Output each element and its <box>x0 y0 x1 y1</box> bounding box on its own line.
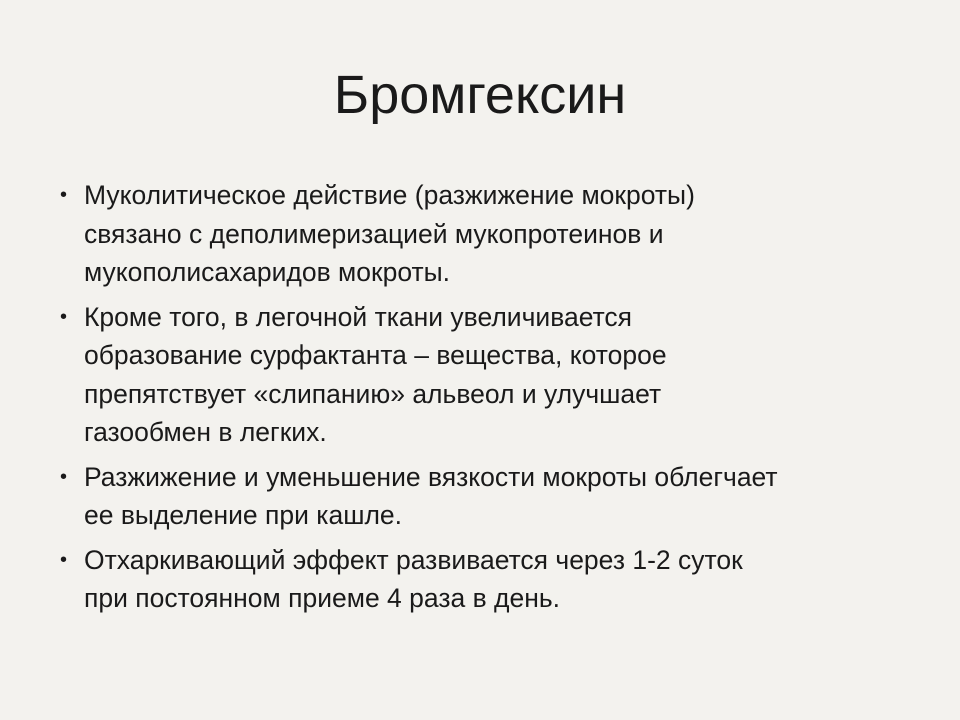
bullet-dot-icon: • <box>60 465 68 488</box>
bullet-item <box>58 458 918 535</box>
bullet-text-line: препятствует «слипанию» альвеол и улучшает <box>84 378 662 409</box>
bullet-text-line: Кроме того, в легочной ткани увеличивается <box>84 301 633 332</box>
bullet-text-line: при постоянном приеме 4 раза в день. <box>84 583 561 613</box>
bullet-dot-icon: • <box>60 548 68 571</box>
bullet-text-line: образование сурфактанта – вещества, которое <box>84 340 667 370</box>
bullet-text-line: Муколитическое действие (разжижение мокроты) <box>84 180 695 210</box>
bullet-dot-icon: • <box>60 184 68 206</box>
bullet-item <box>58 176 918 292</box>
bullet-text-line: связано с деполимеризацией мукопротеинов и <box>84 218 664 249</box>
bullet-text-line: Разжижение и уменьшение вязкости мокроты облегчает <box>84 461 778 492</box>
bullet-text-line: ее выделение при кашле. <box>84 500 403 530</box>
bullet-item <box>58 298 918 452</box>
bullet-text-line: мукополисахаридов мокроты. <box>84 257 451 287</box>
bullet-list <box>58 176 918 624</box>
slide-title: Бромгексин <box>333 65 627 125</box>
bullet-text-line: газообмен в легких. <box>84 417 327 447</box>
bullet-item <box>58 541 918 618</box>
bullet-text-line: Отхаркивающий эффект развивается через 1-2 суток <box>84 544 743 575</box>
bullet-dot-icon: • <box>60 305 68 328</box>
